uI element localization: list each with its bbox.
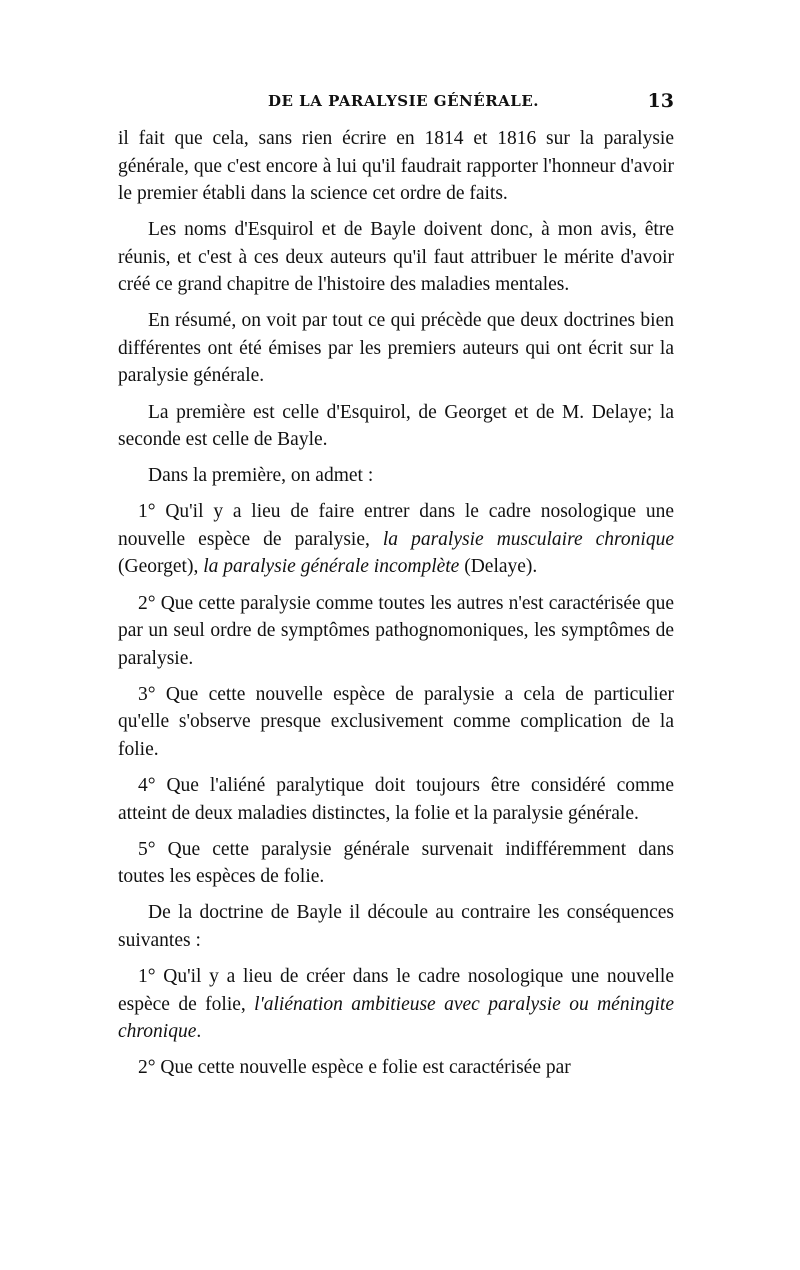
list-item-3: 3° Que cette nouvelle espèce de paralysie a cela de particulier qu'elle s'observe presque exclusivement comme complication de la folie. [118, 683, 674, 760]
page-number: 13 [647, 90, 674, 112]
list-item-4: 4° Que l'aliéné paralytique doit toujours être considéré comme atteint de deux maladies distinctes, la folie et la paralysie générale. [118, 775, 674, 824]
paragraph-bayle-doctrine: De la doctrine de Bayle il découle au contraire les conséquences suivantes : [118, 902, 674, 951]
paragraph-names: Les noms d'Esquirol et de Bayle doivent donc, à mon avis, être réunis, et c'est à ces deux auteurs qu'il faut attribuer le mérite d'avoir créé ce grand chapitre de l'histoire des maladies mentales. [118, 219, 674, 296]
list-item-bayle-1-end: . [196, 1021, 202, 1043]
paragraph-doctrines: La première est celle d'Esquirol, de Georget et de M. Delaye; la seconde est celle de Bayle. [118, 401, 674, 451]
paragraph-summary: En résumé, on voit par tout ce qui précède que deux doctrines bien différentes ont été émises par les premiers auteurs qui ont écrit sur la paralysie générale. [118, 310, 674, 387]
list-item-1-end: (Delaye). [459, 556, 538, 578]
list-item-1-italic-b: la paralysie générale incomplète [203, 556, 460, 578]
page-body [118, 125, 674, 1090]
list-item-bayle-1-italic: l'aliénation ambitieuse avec paralysie ou méningite chronique [118, 993, 674, 1043]
paragraph-first-doctrine: Dans la première, on admet : [148, 465, 374, 487]
list-item-1-italic-a: la paralysie musculaire chronique [382, 528, 674, 550]
list-item-1-mid: (Georget), [118, 556, 204, 578]
paragraph-continuation: il fait que cela, sans rien écrire en 1814 et 1816 sur la paralysie générale, que c'est encore à lui qu'il faudrait rapporter l'honneur d'avoir le premier établi dans la science cet ordre de faits. [118, 128, 674, 204]
list-item-1-text: 1° Qu'il y a lieu de faire entrer dans le cadre nosologique une nouvelle espèce de paralysie, [118, 501, 674, 550]
list-item-bayle-1-text: 1° Qu'il y a lieu de créer dans le cadre nosologique une nouvelle espèce de folie, [118, 966, 674, 1015]
list-item-5: 5° Que cette paralysie générale survenait indifféremment dans toutes les espèces de folie. [118, 838, 674, 888]
list-item-2: 2° Que cette paralysie comme toutes les autres n'est caractérisée que par un seul ordre de symptômes pathognomoniques, les symptômes de paralysie. [118, 592, 674, 669]
running-title: DE LA PARALYSIE GÉNÉRALE. [268, 92, 539, 110]
page-header [118, 90, 674, 120]
list-item-1 [118, 498, 674, 581]
list-item-bayle-1 [118, 963, 674, 1046]
list-item-bayle-2: 2° Que cette nouvelle espèce e folie est caractérisée par [138, 1057, 571, 1079]
